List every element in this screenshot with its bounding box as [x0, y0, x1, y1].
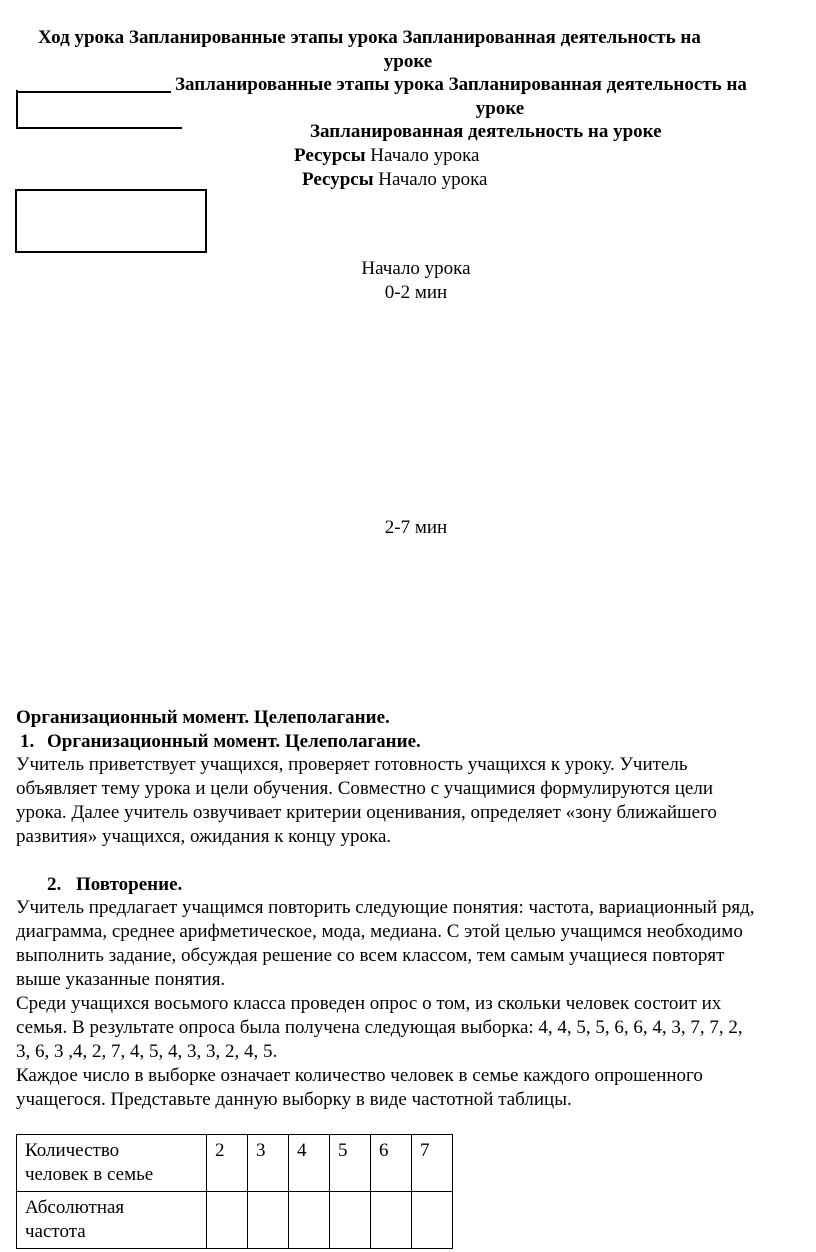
header-line-7: [302, 168, 487, 192]
stage-second-time: 2-7 мин: [384, 517, 448, 538]
section1-heading-a: Организационный момент. Целеполагание.: [16, 707, 390, 728]
stage-start-label: Начало урока: [361, 258, 471, 279]
header-line-1: Ход урока Запланированные этапы урока Запланированная деятельность на: [38, 27, 701, 48]
resources-label: Ресурсы: [294, 145, 371, 166]
table-cell: 6: [371, 1135, 412, 1192]
section2-line: Каждое число в выборке означает количество человек в семье каждого опрошенного: [16, 1065, 703, 1086]
section2-line: семья. В результате опроса была получена следующая выборка: 4, 4, 5, 5, 6, 6, 4, 3, 7, 7, 2,: [16, 1017, 743, 1038]
table-cell: 3: [248, 1135, 289, 1192]
section1-title: Организационный момент. Целеполагание.: [47, 731, 421, 752]
section1-text: [16, 753, 816, 849]
section1-line: объявляет тему урока и цели обучения. Совместно с учащимися формулируются цели: [16, 778, 713, 799]
header-line-2: уроке: [383, 51, 433, 72]
table-header-text: Количество: [25, 1140, 120, 1161]
table-cell: 2: [207, 1135, 248, 1192]
table-cell: 4: [289, 1135, 330, 1192]
frequency-table: [16, 1134, 453, 1249]
header-line-5: Запланированная деятельность на уроке: [310, 121, 662, 142]
table-header-text: частота: [25, 1221, 86, 1242]
section2-line: Среди учащихся восьмого класса проведен опрос о том, из скольки человек состоит их: [16, 993, 722, 1014]
empty-frame: [15, 189, 207, 253]
table-cell: 7: [412, 1135, 453, 1192]
stage-start-time: 0-2 мин: [384, 282, 448, 303]
table-cell-empty[interactable]: [248, 1192, 289, 1249]
section1-heading-b: [20, 730, 421, 754]
section2-title: Повторение.: [76, 874, 183, 895]
section2-line: выше указанные понятия.: [16, 969, 226, 990]
table-header-cell: [17, 1135, 207, 1192]
section1-line: Учитель приветствует учащихся, проверяет готовность учащихся к уроку. Учитель: [16, 754, 688, 775]
section1-line: развития» учащихся, ожидания к концу урока.: [16, 826, 392, 847]
resources-label-2: Ресурсы: [302, 169, 379, 190]
section2-number: 2.: [47, 874, 62, 895]
section2-text: [16, 896, 816, 1112]
table-header-cell: [17, 1192, 207, 1249]
rule-bottom: [16, 127, 182, 129]
header-line-4: уроке: [475, 98, 525, 119]
section2-line: Учитель предлагает учащимся повторить следующие понятия: частота, вариационный ряд,: [16, 897, 755, 918]
section2-line: диаграмма, среднее арифметическое, мода, медиана. С этой целью учащимся необходимо: [16, 921, 743, 942]
table-cell-empty[interactable]: [412, 1192, 453, 1249]
table-header-text: человек в семье: [25, 1164, 154, 1185]
section2-line: 3, 6, 3 ,4, 2, 7, 4, 5, 4, 3, 3, 2, 4, 5.: [16, 1041, 278, 1062]
section2-line: учащегося. Представьте данную выборку в виде частотной таблицы.: [16, 1089, 572, 1110]
lesson-start-label-2: Начало урока: [378, 169, 488, 190]
header-line-3: Запланированные этапы урока Запланированная деятельность на: [175, 74, 747, 95]
table-row: [17, 1135, 453, 1192]
header-line-6: [294, 144, 479, 168]
table-cell: 5: [330, 1135, 371, 1192]
empty-frame-small: [16, 90, 18, 128]
table-cell-empty[interactable]: [207, 1192, 248, 1249]
lesson-start-label: Начало урока: [370, 145, 480, 166]
section2-heading: [47, 873, 182, 897]
table-header-text: Абсолютная: [25, 1197, 125, 1218]
table-cell-empty[interactable]: [330, 1192, 371, 1249]
table-cell-empty[interactable]: [289, 1192, 330, 1249]
section2-line: выполнить задание, обсуждая решение со всем классом, тем самым учащиеся повторят: [16, 945, 725, 966]
table-cell-empty[interactable]: [371, 1192, 412, 1249]
section1-line: урока. Далее учитель озвучивает критерии оценивания, определяет «зону ближайшего: [16, 802, 717, 823]
table-row: [17, 1192, 453, 1249]
section1-number: 1.: [20, 731, 35, 752]
rule-top: [16, 91, 171, 93]
